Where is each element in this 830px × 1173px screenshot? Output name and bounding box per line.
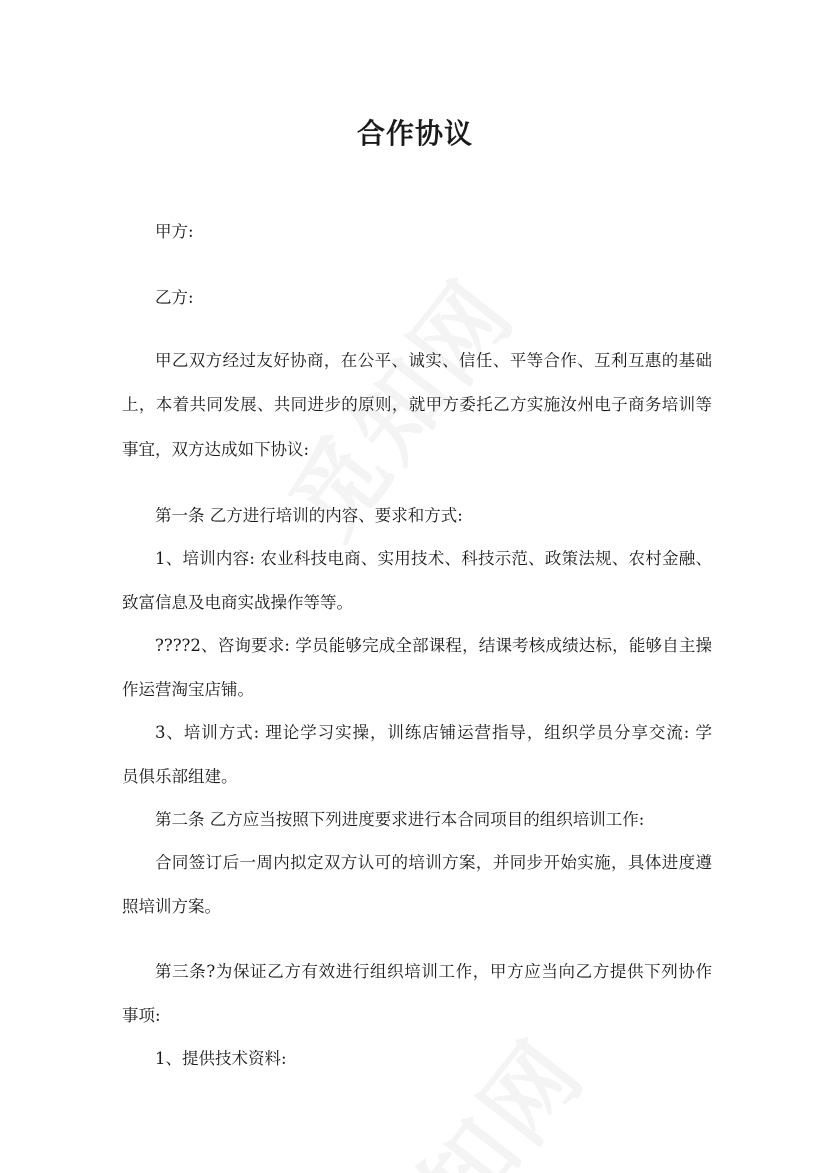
watermark	[325, 1003, 636, 1173]
article1-item3-line1: 3、培训方式: 理论学习实操，训练店铺运营指导，组织学员分享交流: 学	[155, 723, 712, 742]
article3-item1: 1、提供技术资料:	[155, 1049, 287, 1068]
party-a-label: 甲方:	[155, 222, 194, 241]
article3-heading-line2: 事项:	[122, 1006, 161, 1025]
article1-item2-line2: 作运营淘宝店铺。	[122, 680, 254, 699]
article1-item3-line2: 员俱乐部组建。	[122, 767, 238, 786]
article1-item1-line2: 致富信息及电商实战操作等等。	[122, 593, 353, 612]
article2-heading: 第二条 乙方应当按照下列进度要求进行本合同项目的组织培训工作:	[155, 810, 645, 829]
article2-body-line2: 照培训方案。	[122, 897, 221, 916]
document-title: 合作协议	[356, 117, 473, 150]
article3-heading-line1: 第三条?为保证乙方有效进行组织培训工作，甲方应当向乙方提供下列协作	[155, 962, 712, 981]
article1-heading: 第一条 乙方进行培训的内容、要求和方式:	[155, 506, 463, 525]
article2-body-line1: 合同签订后一周内拟定双方认可的培训方案，并同步开始实施，具体进度遵	[155, 853, 712, 872]
intro-line-3: 事宜，双方达成如下协议:	[122, 440, 310, 459]
article1-item1-line1: 1、培训内容: 农业科技电商、实用技术、科技示范、政策法规、农村金融、	[155, 549, 712, 568]
party-b-label: 乙方:	[155, 288, 194, 307]
intro-line-2: 上，本着共同发展、共同进步的原则，就甲方委托乙方实施汝州电子商务培训等	[122, 395, 712, 414]
intro-line-1: 甲乙双方经过友好协商，在公平、诚实、信任、平等合作、互利互惠的基础	[155, 351, 712, 370]
article1-item2-line1: ????2、咨询要求: 学员能够完成全部课程，结课考核成绩达标，能够自主操	[155, 636, 712, 655]
